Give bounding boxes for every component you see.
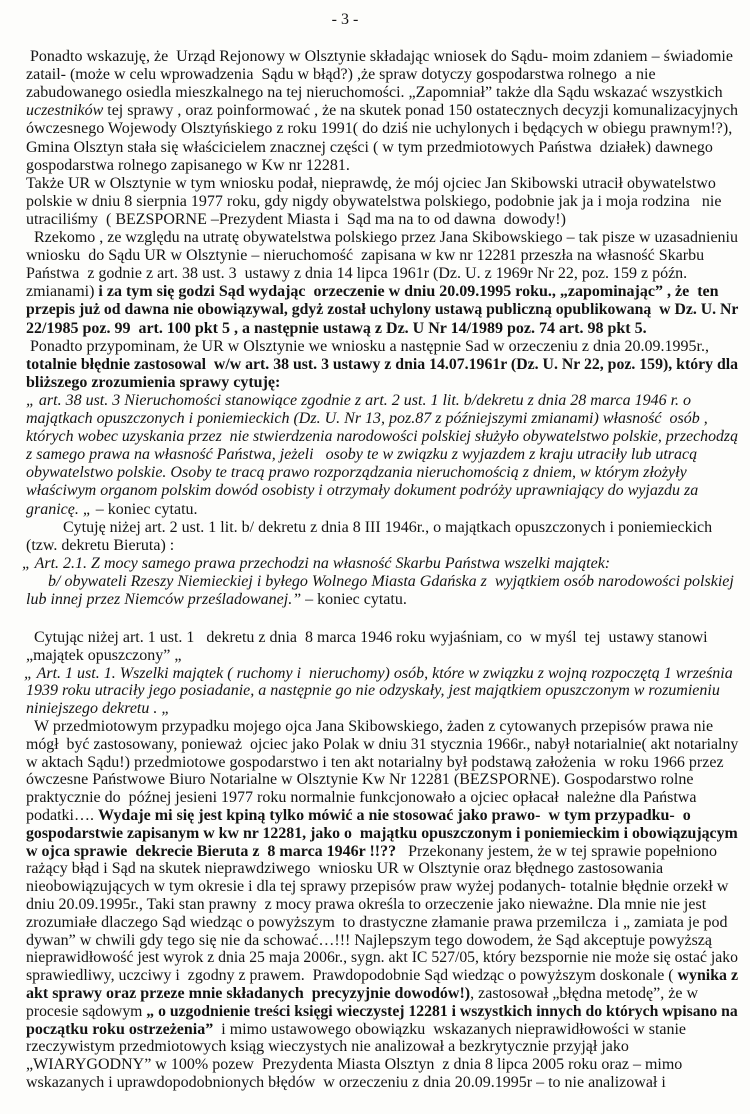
text-line — [26, 481, 698, 501]
text: Państwa z godnie z art. 38 ust. 3 ustawy z dnia 14 lipca 1961r (Dz. U. z 1969r Nr 22, poz. 159 z późn. — [26, 265, 688, 283]
text-line — [26, 590, 407, 610]
text: Ponadto wskazuję, że Urząd Rejonowy w Olsztynie składając wniosek do Sądu- moim zdaniem – świadomie — [30, 48, 733, 65]
italic-text: lub innej przez Niemców prześladowanej.” — [26, 591, 302, 608]
text-line — [26, 210, 566, 230]
text: zatail- (może w celu wprowadzenia Sądu w błąd?) ,że spraw dotyczy gospodarstwa rolnego a nie — [26, 66, 656, 84]
italic-text: granicę. „ — [26, 500, 92, 518]
text-line — [26, 463, 687, 483]
text: Przekonany jestem, że w tej sprawie popełniono — [396, 842, 717, 860]
text: dywan” w chwili gdy tego się nie da schować…!!! Najlepszym tego dowodem, że Sąd akceptuje powyższą — [26, 931, 712, 949]
text: wniosku do Sądu UR w Olsztynie – nieruchomość zapisana w kw nr 12281 przeszła na własność Skarbu — [26, 247, 705, 265]
italic-text: z samego prawa na własność Państwa, jeżeli osoby te w związku z wyjazdem z kraju utraciły lub utracą — [26, 446, 698, 464]
text-line — [48, 572, 734, 592]
italic-text: których wobec uzyskania przez nie stwierdzenia narodowości polskiej służyło obywatelstwo polskie, przechodzą — [26, 428, 738, 446]
bold-text: w ojca sprawie dekrecie Bieruta z 8 marca 1946r !!?? — [26, 842, 397, 860]
text: procesie sądowym — [26, 1002, 147, 1020]
text: podatki…. — [26, 807, 98, 824]
bold-text: „ o uzgodnienie treści księgi wieczystej 12281 i wszystkich innych do których wpisano na — [146, 1002, 738, 1020]
text: nieprawidłowość jest wyrok z dnia 25 maja 2006r., sygn. akt IC 527/05, który bezspornie nie może się ostać jako — [26, 949, 738, 967]
text: zrozumiałe dlaczego Sąd wiedząc o powyższym to drastyczne złamanie prawa przemilcza i „ zamiata je pod — [26, 913, 728, 931]
text: – koniec cytatu. — [301, 591, 407, 608]
text: dniu 20.09.1995r., Taki stan prawny z mocy prawa określa to orzeczenie jako nieważne. Dla mnie nie jest — [26, 896, 707, 913]
text: Także UR w Olsztynie w tym wniosku podał, nieprawdę, że mój ojciec Jan Skibowski utracił obywatelstwo — [26, 174, 716, 192]
text: rzeczywistym przedmiotowych ksiąg wieczystych nie analizował a bezkrytycznie przyjął jako — [26, 1038, 629, 1056]
bold-text: totalnie błędnie zastosowal w/w art. 38 ust. 3 ustawy z dnia 14.07.1961r (Dz. U. Nr 22, poz. 159), który dla — [26, 355, 739, 373]
text: „majątek opuszczony” „ — [26, 646, 182, 664]
italic-text: 1939 roku utraciły jego posiadanie, a następnie go nie odzyskały, jest majątkiem opuszczonym w rozumieniu — [26, 682, 720, 700]
text: nieobowiązujących w tym okresie i dla tej sprawy przepisów praw wyżej podanych- totalnie błędnie orzekł w — [26, 878, 729, 896]
bold-text: akt sprawy oraz przeze mnie składanych precyzyjnie dowodów!) — [26, 985, 471, 1002]
italic-text: „ Art. 2.1. Z mocy samego prawa przechodzi na własność Skarbu Państwa wszelki majątek: — [22, 554, 611, 572]
text: zabudowanego osiedla mieszkalnego na tej nieruchomości. „Zapomniał” także dla Sądu wskazać wszystkich — [26, 84, 723, 102]
italic-text: obywatelstwo polskie. Osoby te tracą prawo rozporządzania nieruchomością z dniem, w którym złożyły — [26, 464, 687, 482]
bold-text: wynika z — [677, 967, 739, 985]
text: wskazanych i uprawdopodobnionych błędów w orzeczeniu z dnia 20.09.1995r – to nie analizował i — [26, 1074, 666, 1091]
text-line — [26, 192, 721, 212]
text: Cytując niżej art. 1 ust. 1 dekretu z dnia 8 marca 1946 roku wyjaśniam, co w myśl tej ustawy stanowi — [34, 629, 708, 646]
text-line — [26, 1073, 666, 1093]
text: polskie w dniu 8 sierpnia 1977 roku, gdy nigdy obywatelstwa polskiego, podobnie jak ja i moja rodzina nie — [26, 192, 722, 210]
text: mógł być zastosowany, ponieważ ojciec jako Polak w dniu 31 stycznia 1966r., nabył notarialnie( akt notarialny — [26, 735, 739, 753]
text: gospodarstwa rolnego zapisanego w Kw nr 12281. — [26, 156, 350, 174]
text-line — [26, 138, 713, 158]
text: ówczesne Państwowe Biuro Notarialne w Olsztynie Kw Nr 12281 (BEZSPORNE). Gospodarstwo rolne — [26, 771, 694, 789]
bold-text: przepis już od dawna nie obowiązywal, gdyż został uchylony ustawą publiczną opublikowaną w Dz. U. Nr — [26, 301, 739, 319]
page-number: - 3 - — [331, 11, 359, 28]
text: Gmina Olsztyn stała się właścicielem znacznej części ( w tym przedmiotowych Państwa działek) dawnego — [26, 138, 713, 156]
text-line — [63, 518, 712, 538]
text-line — [26, 174, 716, 194]
bold-text: bliższego zrozumienia sprawy cytuję: — [26, 373, 281, 391]
text-line — [26, 427, 738, 447]
italic-text: właściwym organom polskim dowód osobisty i otrzymały dokument podróży uprawniający do wyjazdu za — [26, 482, 699, 500]
text: „WIARYGODNY” w 100% pozew Prezydenta Miasta Olsztyn z dnia 8 lipca 2005 roku oraz – mimo — [26, 1056, 683, 1074]
text: Cytuję niżej art. 2 ust. 1 lit. b/ dekretu z dnia 8 III 1946r., o majątkach opuszczonych i poniemieckich — [63, 518, 713, 536]
text-line — [26, 355, 738, 375]
text-line — [26, 445, 697, 465]
text-line — [26, 119, 732, 139]
text-line — [26, 282, 719, 302]
bold-text: Wydaje mi się jest kpiną tylko mówić a nie stosować jako prawo- w tym przypadku- o — [98, 807, 691, 824]
bold-text: początku roku ostrzeżenia” — [26, 1020, 214, 1038]
text: i mimo ustawowego obowiązku wskazanych nieprawidłowości w stanie — [213, 1020, 687, 1038]
text: sprawiedliwy, uczciwy i zgodny z prawem. Prawdopodobnie Sąd wiedząc o powyższym doskonale ( — [26, 967, 678, 985]
text: – koniec cytatu. — [91, 500, 198, 518]
text-line — [26, 373, 280, 393]
text: zmianami) — [26, 283, 99, 301]
text-line — [26, 500, 198, 520]
text: , zastosował „błędna metodę”, że w — [470, 985, 699, 1002]
text: tej sprawy , oraz poinformować , że na skutek ponad 150 ostatecznych decyzji komunalizacyjnych — [103, 102, 738, 120]
bold-text: 22/1985 poz. 99 art. 100 pkt 5 , a następnie ustawą z Dz. U Nr 14/1989 poz. 74 art. 98 pkt 5. — [26, 319, 647, 337]
text: ówczesnego Wojewody Olsztyńskiego z roku 1991( do dziś nie uchylonych i będących w obiegu prawnym!?), — [26, 120, 733, 138]
italic-text: b/ obywateli Rzeszy Niemieckiej i byłego Wolnego Miasta Gdańska z wyjątkiem osób narodowości polskiej — [48, 572, 734, 590]
text: praktycznie do późnej jesieni 1977 roku normalnie funkcjonowało a ojciec opłacał należne dla Państwa — [26, 789, 697, 807]
italic-text: niniejszego dekretu . „ — [26, 700, 171, 718]
text-line — [22, 554, 610, 574]
text-line — [34, 228, 738, 248]
text-line — [26, 536, 174, 556]
text-line — [26, 65, 656, 85]
text: (tzw. dekretu Bieruta) : — [26, 536, 175, 554]
text-line — [30, 47, 733, 67]
text-line — [26, 246, 704, 266]
text-line — [26, 409, 708, 429]
text-line — [26, 300, 738, 320]
text-line — [26, 391, 691, 411]
text: w aktach Sądu!) przedmiotowe gospodarstwo i ten akt notarialny był podstawą założenia w roku 1966 przez — [26, 753, 724, 771]
text-line — [26, 156, 350, 176]
text-line — [26, 101, 738, 121]
italic-text: majątkach opuszczonych i poniemieckich (Dz. U. Nr 13, poz.87 z późniejszymi zmianami) własność osób , — [26, 410, 708, 427]
bold-text: gospodarstwie zapisanym w kw nr 12281, jako o majątku opuszczonym i poniemieckim i obowiązującym — [26, 824, 738, 842]
text: W przedmiotowym przypadku mojego ojca Jana Skibowskiego, żaden z cytowanych przepisów prawa nie — [34, 718, 714, 735]
text: rażący błąd i Sąd na skutek nieprawdziwego wniosku UR w Olsztynie oraz błędnego zastosowania — [26, 860, 664, 878]
bold-text: i za tym się godzi Sąd wydając orzeczenie w dniu 20.09.1995 roku., „zapominając” , że ten — [98, 283, 719, 301]
text-line — [26, 264, 687, 284]
text-line — [26, 83, 723, 103]
text-line — [30, 337, 709, 357]
text: utraciliśmy ( BEZSPORNE –Prezydent Miasta i Sąd ma na to od dawna dowody!) — [26, 210, 566, 228]
italic-text: „ Art. 1 ust. 1. Wszelki majątek ( ruchomy i nieruchomy) osób, które w związku z wojną rozpoczętą 1 września — [24, 664, 733, 682]
italic-text: „ art. 38 ust. 3 Nieruchomości stanowiące zgodnie z art. 2 ust. 1 lit. b/dekretu z dnia 28 marca 1946 r. o — [26, 391, 692, 409]
italic-text: uczestników — [26, 102, 104, 120]
text: Rzekomo , ze względu na utratę obywatelstwa polskiego przez Jana Skibowskiego – tak pisze w uzasadnieniu — [34, 229, 738, 246]
text-line — [26, 319, 647, 339]
text: Ponadto przypominam, że UR w Olsztynie we wniosku a następnie Sad w orzeczeniu z dnia 20.09.1995r., — [30, 337, 709, 355]
